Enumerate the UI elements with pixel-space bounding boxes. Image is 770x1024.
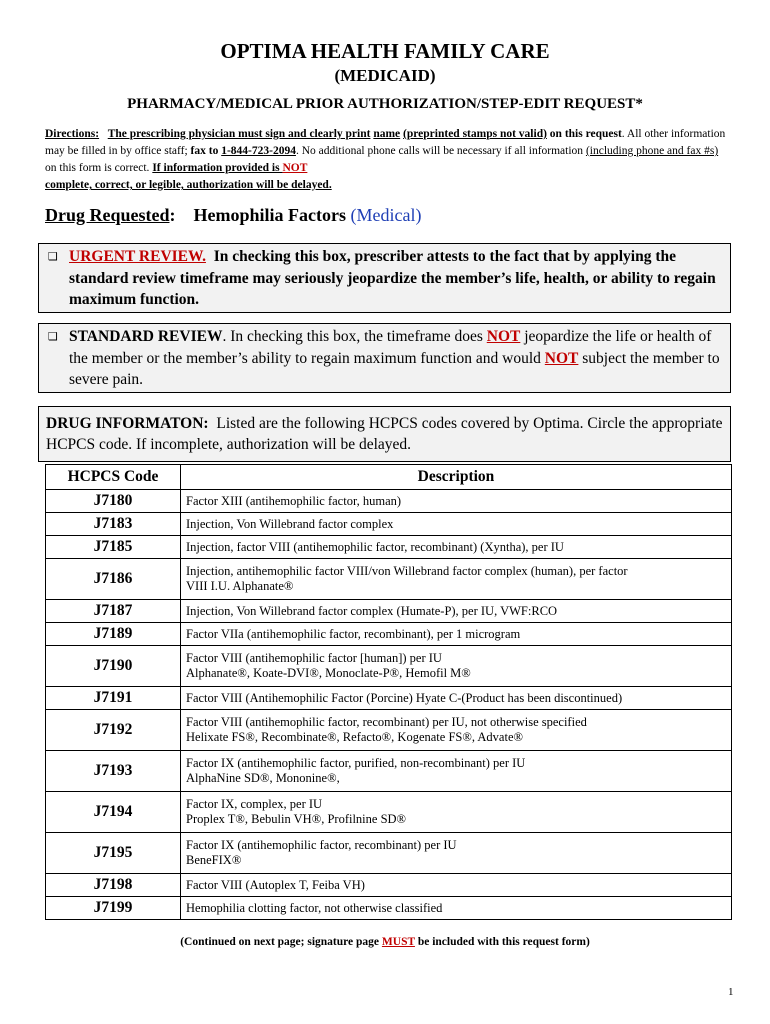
table-row <box>46 600 732 623</box>
hcpcs-description <box>181 559 732 600</box>
table-row <box>46 833 732 874</box>
footer-text: be included with this request form) <box>414 936 590 948</box>
directions-text: request <box>585 128 622 140</box>
hcpcs-description <box>181 623 732 646</box>
urgent-body: In checking this box, prescriber attests to the fact that by applying the standard review timeframe may seriously jeopardize the member’s life, health, or ability to regain maximum function. <box>69 248 716 308</box>
table-row <box>46 874 732 897</box>
table-row <box>46 751 732 792</box>
directions-text: on this <box>549 128 583 140</box>
directions-text: (preprinted stamps not valid) <box>403 128 547 140</box>
drug-info-title: DRUG INFORMATON: <box>46 415 209 432</box>
hcpcs-code[interactable]: J7187 <box>46 600 181 623</box>
hcpcs-description <box>181 710 732 751</box>
description-line: Factor IX (antihemophilic factor, purified, non-recombinant) per IU <box>186 756 526 770</box>
page-title: OPTIMA HEALTH FAMILY CARE <box>220 39 550 63</box>
footer-must: MUST <box>381 936 415 948</box>
description-line: Factor IX (antihemophilic factor, recombinant) per IU <box>186 838 457 852</box>
col-desc-header: Description <box>181 465 732 490</box>
urgent-review-text <box>69 246 724 311</box>
table-row <box>46 710 732 751</box>
description-line: Factor IX, complex, per IU <box>186 797 323 811</box>
description-line: Factor VIII (antihemophilic factor, recombinant) per IU, not otherwise specified <box>186 715 587 729</box>
urgent-checkbox[interactable]: ❑ <box>48 250 58 263</box>
table-row <box>46 513 732 536</box>
hcpcs-description <box>181 490 732 513</box>
drug-requested-colon: : <box>169 205 176 225</box>
directions-text: . All other information may be filled in by office staff; <box>45 128 726 157</box>
table-row <box>46 792 732 833</box>
description-line: Hemophilia clotting factor, not otherwise classified <box>186 900 443 915</box>
hcpcs-description <box>181 600 732 623</box>
description-brands: Alphanate®, Koate-DVI®, Monoclate-P®, Hemofil M® <box>186 666 471 680</box>
drug-medical: (Medical) <box>350 205 422 225</box>
description-line: Factor VIII (Autoplex T, Feiba VH) <box>186 877 365 892</box>
hcpcs-description <box>181 513 732 536</box>
description-line: Injection, antihemophilic factor VIII/von Willebrand factor complex (human), per factor <box>186 564 628 578</box>
urgent-title: URGENT REVIEW. <box>69 248 206 265</box>
standard-body: . In checking this box, the timeframe does <box>222 328 487 345</box>
table-row <box>46 536 732 559</box>
description-line: Injection, Von Willebrand factor complex (Humate-P), per IU, VWF:RCO <box>186 603 558 618</box>
hcpcs-code[interactable]: J7186 <box>46 559 181 600</box>
directions <box>45 126 730 194</box>
standard-not: NOT <box>544 349 579 367</box>
hcpcs-description <box>181 646 732 687</box>
hcpcs-code[interactable]: J7199 <box>46 897 181 920</box>
hcpcs-description <box>181 874 732 897</box>
hcpcs-description <box>181 792 732 833</box>
table-row <box>46 623 732 646</box>
table-row <box>46 897 732 920</box>
hcpcs-table <box>45 464 732 920</box>
hcpcs-code[interactable]: J7194 <box>46 792 181 833</box>
standard-body: jeopardize the life or health of the member or the member’s ability to regain maximum function and would <box>69 328 712 367</box>
footer-text: (Continued on next page; signature page <box>180 936 382 948</box>
standard-title: STANDARD REVIEW <box>69 328 223 345</box>
directions-label: Directions: <box>45 128 100 140</box>
page-number: 1 <box>728 986 734 998</box>
hcpcs-description <box>181 897 732 920</box>
hcpcs-code[interactable]: J7192 <box>46 710 181 751</box>
directions-text: (including phone and fax #s) <box>585 145 719 157</box>
standard-not: NOT <box>486 328 521 345</box>
standard-checkbox[interactable]: ❑ <box>48 330 58 343</box>
drug-requested-label: Drug Requested <box>45 205 170 225</box>
directions-not: NOT <box>282 162 308 174</box>
description-line: Factor VIIa (antihemophilic factor, recombinant), per 1 microgram <box>186 626 521 641</box>
hcpcs-description <box>181 833 732 874</box>
standard-review-text <box>69 326 724 391</box>
col-code-header: HCPCS Code <box>46 465 181 490</box>
urgent-review-box <box>38 243 731 313</box>
description-line: Factor VIII (antihemophilic factor [human]) per IU <box>186 651 442 665</box>
directions-text: complete, correct, or legible, authorization will be delayed. <box>45 179 332 191</box>
description-brands: VIII I.U. Alphanate® <box>186 579 294 593</box>
program-subtitle: (MEDICAID) <box>334 66 436 85</box>
table-row <box>46 490 732 513</box>
hcpcs-code[interactable]: J7180 <box>46 490 181 513</box>
hcpcs-code[interactable]: J7191 <box>46 687 181 710</box>
drug-info-body: Listed are the following HCPCS codes covered by Optima. Circle the appropriate HCPCS code. If incomplete, authorization will be delayed. <box>46 415 723 453</box>
directions-text: . No additional phone calls will be necessary if all information <box>295 145 586 157</box>
directions-text: name <box>373 128 401 140</box>
hcpcs-code[interactable]: J7183 <box>46 513 181 536</box>
fax-label: fax to <box>190 145 219 157</box>
hcpcs-code[interactable]: J7185 <box>46 536 181 559</box>
table-row <box>46 687 732 710</box>
hcpcs-code[interactable]: J7190 <box>46 646 181 687</box>
description-line: Injection, Von Willebrand factor complex <box>186 516 394 531</box>
description-line: Factor VIII (Antihemophilic Factor (Porcine) Hyate C-(Product has been discontinued) <box>186 690 623 705</box>
hcpcs-description <box>181 687 732 710</box>
standard-review-box <box>38 323 731 393</box>
hcpcs-code[interactable]: J7193 <box>46 751 181 792</box>
hcpcs-code[interactable]: J7189 <box>46 623 181 646</box>
drug-info-text <box>46 413 726 455</box>
hcpcs-description <box>181 536 732 559</box>
drug-info-box <box>38 406 731 462</box>
table-header-row <box>46 465 732 490</box>
form-title: PHARMACY/MEDICAL PRIOR AUTHORIZATION/STEP-EDIT REQUEST* <box>127 96 643 112</box>
directions-text: The prescribing physician must sign and clearly print <box>107 128 371 140</box>
description-brands: BeneFIX® <box>186 853 242 867</box>
standard-body: subject the member to severe pain. <box>69 349 720 388</box>
hcpcs-description <box>181 751 732 792</box>
description-brands: Proplex T®, Bebulin VH®, Profilnine SD® <box>186 812 407 826</box>
drug-requested <box>45 205 421 226</box>
directions-text: on this form is correct. <box>45 162 153 174</box>
table-row <box>46 646 732 687</box>
description-brands: Helixate FS®, Recombinate®, Refacto®, Kogenate FS®, Advate® <box>186 730 523 744</box>
hcpcs-code[interactable]: J7195 <box>46 833 181 874</box>
directions-text: If information provided is <box>152 162 283 174</box>
description-line: Injection, factor VIII (antihemophilic factor, recombinant) (Xyntha), per IU <box>186 539 564 554</box>
description-brands: AlphaNine SD®, Mononine®, <box>186 771 340 785</box>
fax-number: 1-844-723-2094 <box>221 145 296 157</box>
footer-note <box>0 936 770 948</box>
hcpcs-code[interactable]: J7198 <box>46 874 181 897</box>
table-row <box>46 559 732 600</box>
description-line: Factor XIII (antihemophilic factor, human) <box>186 493 402 508</box>
drug-name: Hemophilia Factors <box>193 205 346 225</box>
